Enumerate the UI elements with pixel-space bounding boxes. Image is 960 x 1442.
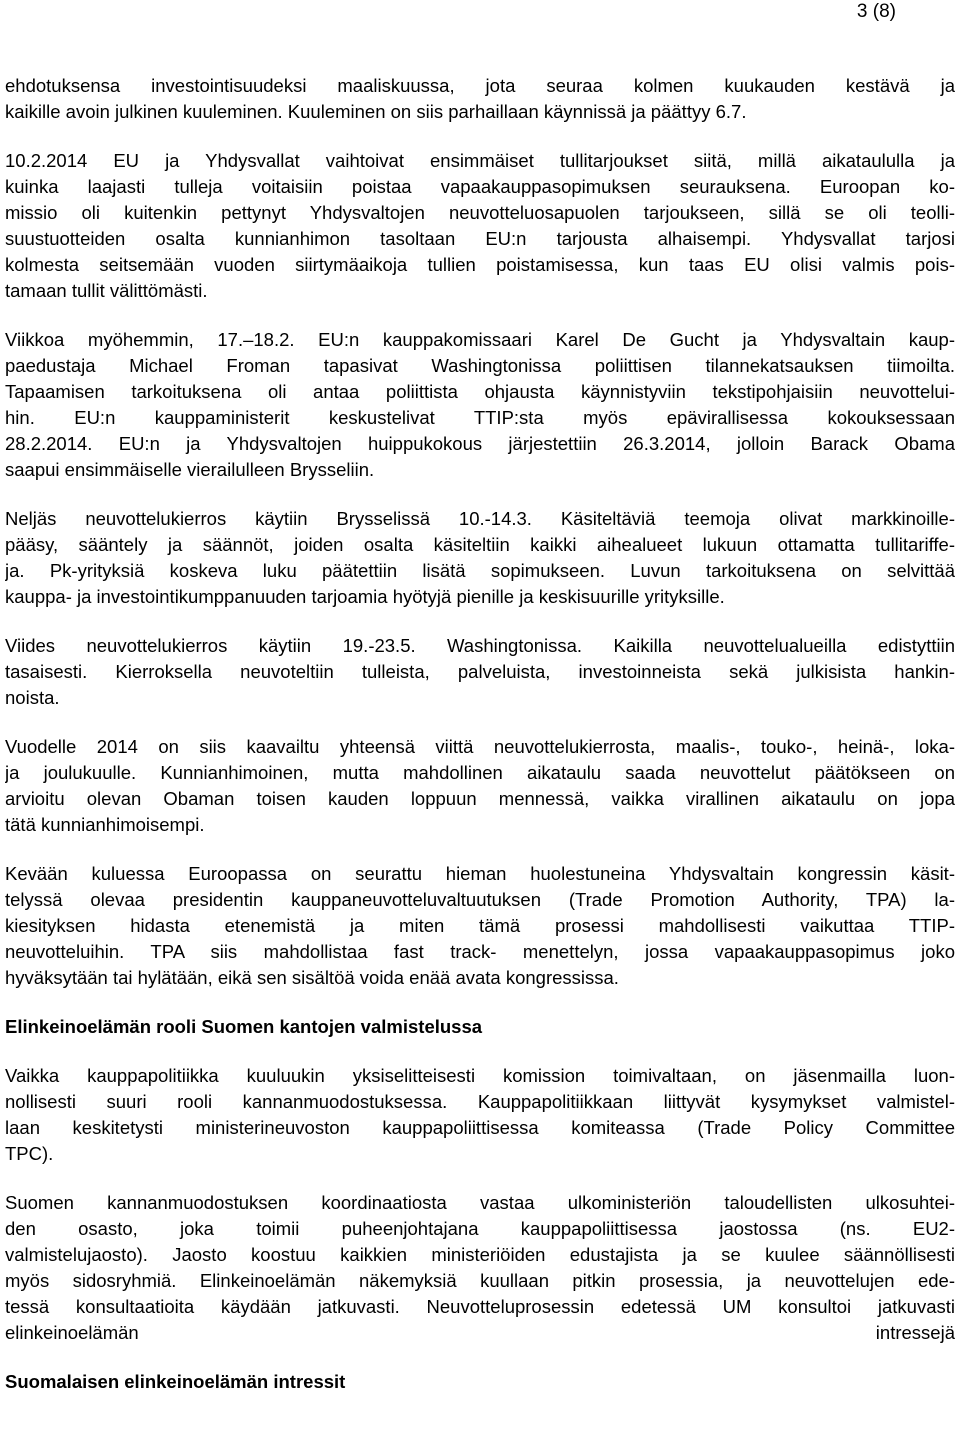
paragraph-gap	[5, 1040, 955, 1063]
text-line: saapui ensimmäiselle vierailulleen Brysseliin.	[5, 459, 375, 480]
paragraph	[5, 633, 955, 711]
paragraph-gap	[5, 991, 955, 1014]
paragraph-gap	[5, 125, 955, 148]
text-line: kuinka laajasti tulleja voitaisiin poistaa vapaakauppasopimuksen seurauksena. Euroopan ko-	[5, 176, 955, 197]
text-line: Viides neuvottelukierros käytiin 19.-23.5. Washingtonissa. Kaikilla neuvottelualueilla edistyttiin	[5, 635, 955, 656]
text-line: kolmesta seitsemään vuoden siirtymäaikoja tullien poistamisessa, kun taas EU olisi valmis pois-	[5, 254, 955, 275]
text-line: suustuotteiden osalta kunnianhimon tasoltaan EU:n tarjousta alhaisempi. Yhdysvallat tarjosi	[5, 228, 955, 249]
text-line: nollisesti suuri rooli kannanmuodostuksessa. Kauppapolitiikkaan liittyvät kysymykset valmistel-	[5, 1091, 955, 1112]
paragraph-gap	[5, 483, 955, 506]
paragraph-gap	[5, 1346, 955, 1369]
text-line: Vaikka kauppapolitiikka kuuluukin yksiselitteisesti komission toimivaltaan, on jäsenmailla luon-	[5, 1065, 955, 1086]
paragraph-gap	[5, 304, 955, 327]
paragraph	[5, 327, 955, 483]
text-line: ja. Pk-yrityksiä koskeva luku päätettiin lisätä sopimukseen. Luvun tarkoituksena on selvittää	[5, 560, 955, 581]
text-line: laan keskitetysti ministerineuvoston kauppapoliittisessa komiteassa (Trade Policy Committee	[5, 1117, 955, 1138]
text-line: hyväksytään tai hylätään, eikä sen sisältöä voida enää avata kongressissa.	[5, 967, 619, 988]
text-line: telyssä olevaa presidentin kauppaneuvotteluvaltuutuksen (Trade Promotion Authority, TPA) la-	[5, 889, 955, 910]
text-line: TPC).	[5, 1143, 54, 1164]
text-line: paedustaja Michael Froman tapasivat Washingtonissa poliittisen tilannekatsauksen tiimoilta.	[5, 355, 955, 376]
text-line: tätä kunnianhimoisempi.	[5, 814, 205, 835]
heading-text: Suomalaisen elinkeinoelämän intressit	[5, 1371, 346, 1392]
text-line: elinkeinoelämän intressejä	[5, 1322, 955, 1343]
text-line: arvioitu olevan Obaman toisen kauden loppuun mennessä, vaikka virallinen aikataulu on jopa	[5, 788, 955, 809]
text-line: Vuodelle 2014 on siis kaavailtu yhteensä viittä neuvottelukierrosta, maalis-, touko-, heinä-, loka-	[5, 736, 955, 757]
text-line: valmistelujaosto). Jaosto koostuu kaikkien ministeriöiden edustajista ja se kuulee säännöllisesti	[5, 1244, 955, 1265]
text-line: Suomen kannanmuodostuksen koordinaatiosta vastaa ulkoministeriön taloudellisten ulkosuhtei-	[5, 1192, 955, 1213]
paragraph	[5, 148, 955, 304]
section-heading	[5, 1014, 955, 1040]
text-line: 28.2.2014. EU:n ja Yhdysvaltojen huippukokous järjestettiin 26.3.2014, jolloin Barack Obama	[5, 433, 955, 454]
paragraph-gap	[5, 610, 955, 633]
text-line: hin. EU:n kauppaministerit keskustelivat TTIP:sta myös epävirallisessa kokouksessaan	[5, 407, 955, 428]
text-line: noista.	[5, 687, 60, 708]
text-line: Viikkoa myöhemmin, 17.–18.2. EU:n kauppakomissaari Karel De Gucht ja Yhdysvaltain kaup-	[5, 329, 955, 350]
text-line: tessä konsultaatioita käydään jatkuvasti. Neuvotteluprosessin edetessä UM konsultoi jatkuvasti	[5, 1296, 955, 1317]
paragraph-gap	[5, 1167, 955, 1190]
paragraph	[5, 506, 955, 610]
text-line: tamaan tullit välittömästi.	[5, 280, 208, 301]
text-line: kauppa- ja investointikumppanuuden tarjoamia hyötyjä pienille ja keskisuurille yrityksille.	[5, 586, 725, 607]
paragraph-gap	[5, 711, 955, 734]
text-line: missio oli kuitenkin pettynyt Yhdysvaltojen neuvotteluosapuolen tarjoukseen, sillä se oli teolli-	[5, 202, 955, 223]
text-line: neuvotteluihin. TPA siis mahdollistaa fast track- menettelyn, jossa vapaakauppasopimus joko	[5, 941, 955, 962]
paragraph	[5, 1190, 955, 1346]
text-line: kaikille avoin julkinen kuuleminen. Kuuleminen on siis parhaillaan käynnissä ja päättyy 6.7.	[5, 101, 747, 122]
text-line: ja joulukuulle. Kunnianhimoinen, mutta mahdollinen aikataulu saada neuvottelut päätökseen on	[5, 762, 955, 783]
heading-text: Elinkeinoelämän rooli Suomen kantojen valmistelussa	[5, 1016, 483, 1037]
text-line: Kevään kuluessa Euroopassa on seurattu hieman huolestuneina Yhdysvaltain kongressin käsit-	[5, 863, 955, 884]
text-line: Tapaamisen tarkoituksena oli antaa poliittista ohjausta käynnistyviin tekstipohjaisiin neuvottelui-	[5, 381, 955, 402]
paragraph	[5, 1063, 955, 1167]
text-line: 10.2.2014 EU ja Yhdysvallat vaihtoivat ensimmäiset tullitarjoukset siitä, millä aikataululla ja	[5, 150, 955, 171]
text-line: tasaisesti. Kierroksella neuvoteltiin tulleista, palveluista, investoinneista sekä julkisista hankin-	[5, 661, 955, 682]
text-line: Neljäs neuvottelukierros käytiin Brysselissä 10.-14.3. Käsiteltäviä teemoja olivat markkinoille-	[5, 508, 955, 529]
paragraph	[5, 734, 955, 838]
text-line: pääsy, sääntely ja säännöt, joiden osalta käsiteltiin kaikki aihealueet lukuun ottamatta tullitariffe-	[5, 534, 955, 555]
page-number: 3 (8)	[856, 1, 896, 22]
text-line: ehdotuksensa investointisuudeksi maaliskuussa, jota seuraa kolmen kuukauden kestävä ja	[5, 75, 955, 96]
paragraph	[5, 73, 955, 125]
paragraph	[5, 861, 955, 991]
text-line: myös sidosryhmiä. Elinkeinoelämän näkemyksiä kuullaan pitkin prosessia, ja neuvottelujen ede-	[5, 1270, 955, 1291]
document-body	[5, 73, 955, 1395]
text-line: kiesityksen hidasta etenemistä ja miten tämä prosessi mahdollisesti vaikuttaa TTIP-	[5, 915, 955, 936]
section-heading	[5, 1369, 955, 1395]
text-line: den osasto, joka toimii puheenjohtajana kauppapoliittisessa jaostossa (ns. EU2-	[5, 1218, 955, 1239]
paragraph-gap	[5, 838, 955, 861]
